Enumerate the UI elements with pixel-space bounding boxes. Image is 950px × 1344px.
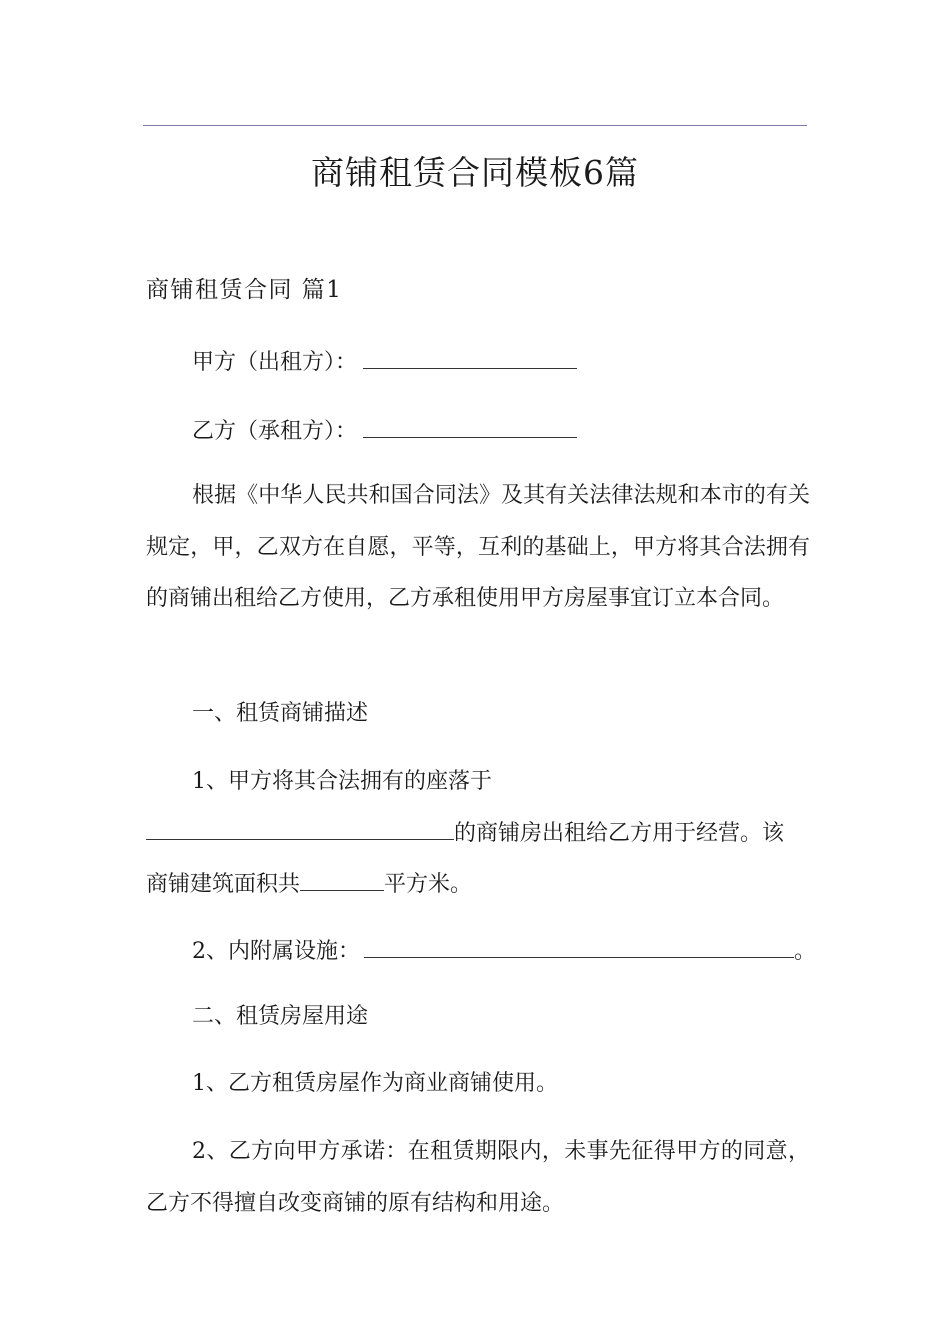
clause1-item1-line2-text: 的商铺房出租给乙方用于经营。该 xyxy=(454,821,785,846)
area-blank xyxy=(300,866,384,891)
section-heading: 商铺租赁合同 篇1 xyxy=(146,277,343,303)
facility-label: 2、内附属设施： xyxy=(192,939,360,964)
facility-blank xyxy=(364,933,794,958)
address-blank xyxy=(146,815,454,840)
clause2-item2: 2、乙方向甲方承诺：在租赁期限内，未事先征得甲方的同意，乙方不得擅自改变商铺的原有结构和用途。 xyxy=(146,1139,810,1216)
party-b-label: 乙方（承租方）： xyxy=(192,419,358,444)
area-prefix: 商铺建筑面积共 xyxy=(146,872,301,897)
clause1-title: 一、租赁商铺描述 xyxy=(192,701,369,726)
intro-paragraph: 根据《中华人民共和国合同法》及其有关法律法规和本市的有关规定，甲，乙双方在自愿，平等，互利的基础上，甲方将其合法拥有的商铺出租给乙方使用，乙方承租使用甲方房屋事宜订立本合同。 xyxy=(146,483,810,611)
clause1-item2 xyxy=(192,933,816,968)
party-b-blank xyxy=(363,413,577,438)
clause1-item1-line1: 1、甲方将其合法拥有的座落于 xyxy=(192,769,492,794)
party-b-line xyxy=(192,413,577,448)
clause1-item1-line2 xyxy=(146,815,784,850)
header-rule xyxy=(143,125,807,126)
clause2-title: 二、租赁房屋用途 xyxy=(192,1004,369,1029)
facility-end: 。 xyxy=(794,939,817,964)
clause2-item1: 1、乙方租赁房屋作为商业商铺使用。 xyxy=(192,1071,558,1096)
party-a-label: 甲方（出租方）： xyxy=(192,350,358,375)
area-suffix: 平方米。 xyxy=(384,872,473,897)
document-title: 商铺租赁合同模板6篇 xyxy=(311,153,639,192)
party-a-blank xyxy=(363,344,577,369)
clause1-item1-line3 xyxy=(146,866,472,901)
party-a-line xyxy=(192,344,577,379)
